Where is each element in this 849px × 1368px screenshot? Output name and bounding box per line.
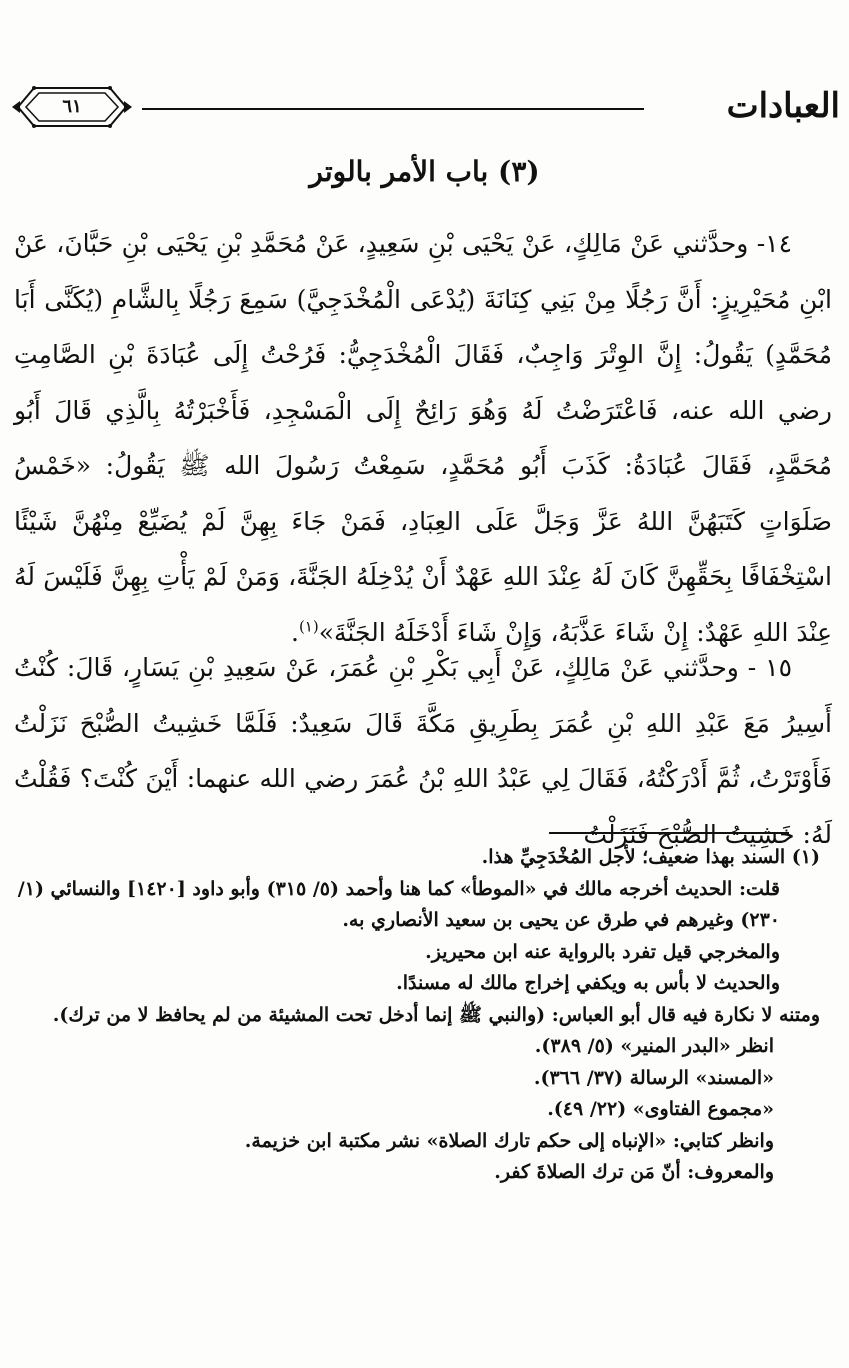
footnote-line: وانظر كتابي: «الإنباه إلى حكم تارك الصلاة» نشر مكتبة ابن خزيمة. <box>244 1129 774 1152</box>
hadith-14-end: . <box>290 617 299 647</box>
header-rule <box>142 108 644 110</box>
page-number-badge <box>12 82 132 132</box>
footnote-line: (١) السند بهذا ضعيف؛ لأجل المُخْدَجِيِّ هذا. <box>481 846 820 868</box>
footnote-line: «مجموع الفتاوى» (٢٢/ ٤٩). <box>547 1098 774 1120</box>
hadith-15-block <box>14 640 832 862</box>
footnotes <box>10 842 820 1189</box>
footnote-line: قلت: الحديث أخرجه مالك في «الموطأ» كما هنا وأحمد (٥/ ٣١٥) وأبو داود [١٤٢٠] والنسائي (١/ ٢٣٠) وغيرهم في طرق عن يحيى بن سعيد الأنصاري به. <box>17 877 780 931</box>
hadith-15-text: ١٥ - وحدَّثني عَنْ مَالِكٍ، عَنْ أَبِي بَكْرِ بْنِ عُمَرَ، عَنْ سَعِيدِ بْنِ يَسَارٍ، قَالَ: كُنْتُ أَسِيرُ مَعَ عَبْدِ اللهِ بْنِ عُمَرَ بِطَرِيقِ مَكَّةَ قَالَ سَعِيدٌ: فَلَمَّا خَشِيتُ الصُّبْحَ نَزَلْتُ فَأَوْتَرْتُ، ثُمَّ أَدْرَكْتُهُ، فَقَالَ لِي عَبْدُ اللهِ بْنُ عُمَرَ رضي الله عنهما: أَيْنَ كُنْتَ؟ فَقُلْتُ لَهُ: خَشِيتُ الصُّبْحَ فَنَزَلْتُ <box>14 653 832 849</box>
footnote-separator <box>549 832 789 834</box>
hadith-14-text <box>14 216 832 660</box>
page-number: ٦١ <box>62 96 82 117</box>
page-header <box>12 78 840 136</box>
running-title: العبادات <box>726 86 840 126</box>
footnote-line: «المسند» الرسالة (٣٧/ ٣٦٦). <box>533 1066 774 1089</box>
footnote-line: ومتنه لا نكارة فيه قال أبو العباس: (والنبي ﷺ إنما أدخل تحت المشيئة من لم يحافظ لا من ترك). <box>52 1003 820 1026</box>
chapter-title: (٣) باب الأمر بالوتر <box>309 155 540 188</box>
hadith-14-block <box>14 216 832 660</box>
footnote-line: انظر «البدر المنير» (٥/ ٣٨٩). <box>534 1035 774 1057</box>
footnote-line: والمعروف: أنّ مَن ترك الصلاةَ كفر. <box>494 1161 774 1183</box>
hadith-14-body: ١٤- وحدَّثني عَنْ مَالِكٍ، عَنْ يَحْيَى بْنِ سَعِيدٍ، عَنْ مُحَمَّدِ بْنِ يَحْيَى بْنِ حَبَّانَ، عَنْ ابْنِ مُحَيْرِيزٍ: أَنَّ رَجُلًا مِنْ بَنِي كِنَانَةَ (يُدْعَى الْمُخْدَجِيَّ) سَمِعَ رَجُلًا بِالشَّامِ (يُكَنَّى أَبَا مُحَمَّدٍ) يَقُولُ: إِنَّ الوِتْرَ وَاجِبٌ، فَقَالَ الْمُخْدَجِيُّ: فَرُحْتُ إِلَى عُبَادَةَ بْنِ الصَّامِتِ رضي الله عنه، فَاعْتَرَضْتُ لَهُ وَهُوَ رَائِحٌ إِلَى الْمَسْجِدِ، فَأَخْبَرْتُهُ بِالَّذِي قَالَ أَبُو مُحَمَّدٍ، فَقَالَ عُبَادَةُ: كَذَبَ أَبُو مُحَمَّدٍ، سَمِعْتُ رَسُولَ الله ﷺ يَقُولُ: «خَمْسُ صَلَوَاتٍ كَتَبَهُنَّ اللهُ عَزَّ وَجَلَّ عَلَى العِبَادِ، فَمَنْ جَاءَ بِهِنَّ لَمْ يُضَيِّعْ مِنْهُنَّ شَيْئًا اسْتِخْفَافًا بِحَقِّهِنَّ كَانَ لَهُ عِنْدَ اللهِ عَهْدٌ أَنْ يُدْخِلَهُ الجَنَّةَ، وَمَنْ لَمْ يَأْتِ بِهِنَّ فَلَيْسَ لَهُ عِنْدَ اللهِ عَهْدٌ: إِنْ شَاءَ عَذَّبَهُ، وَإِنْ شَاءَ أَدْخَلَهُ الجَنَّةَ» <box>14 229 832 647</box>
footnote-ref-1: (١) <box>298 617 319 636</box>
footnote-line: والحديث لا بأس به ويكفي إخراج مالك له مسندًا. <box>396 972 780 994</box>
footnote-line: والمخرجي قيل تفرد بالرواية عنه ابن محيريز. <box>425 940 780 963</box>
